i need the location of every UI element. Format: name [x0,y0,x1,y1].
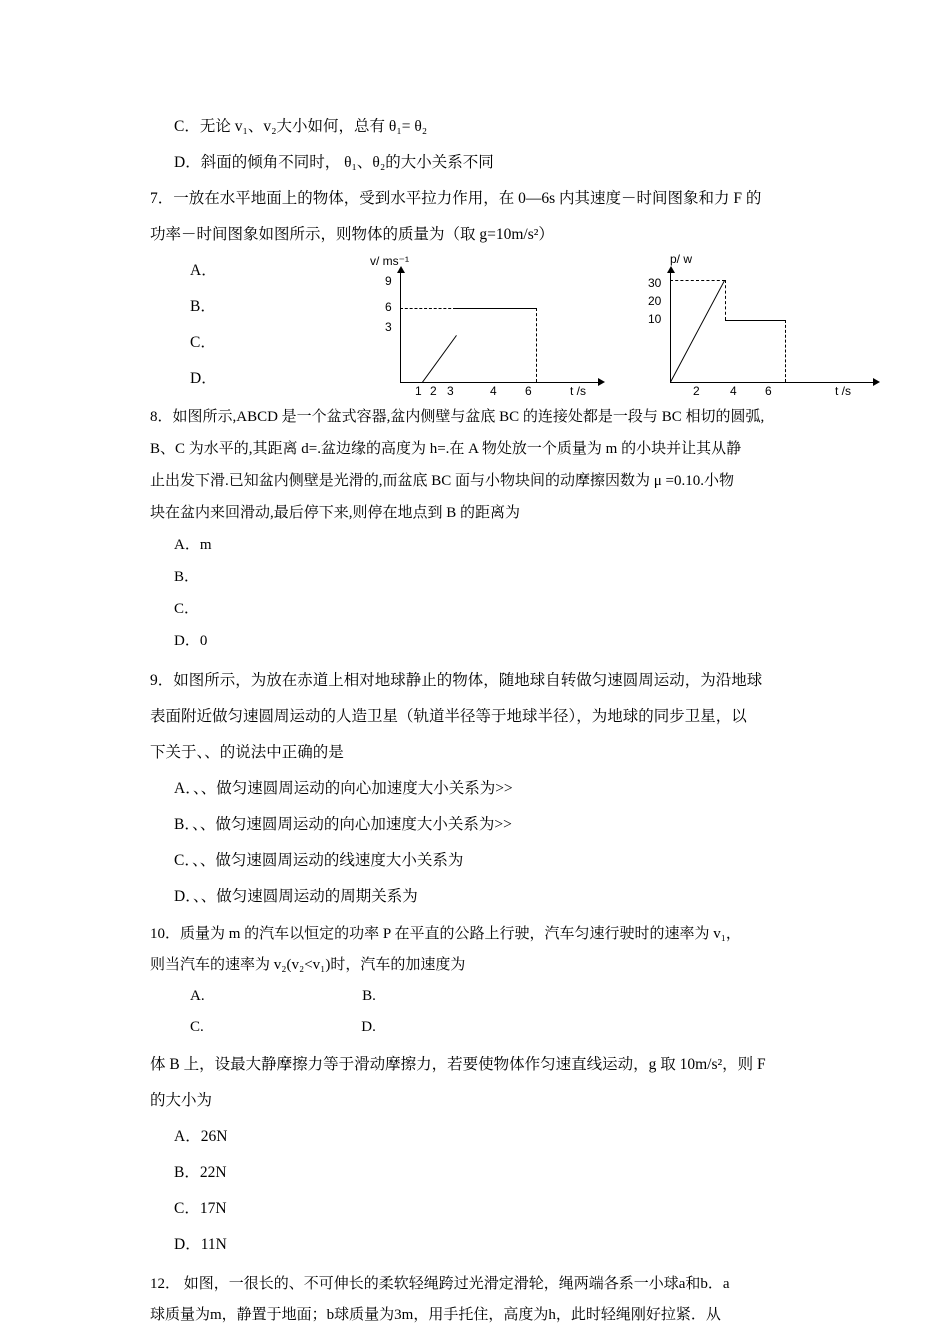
question-8-line-1: 8．如图所示,ABCD 是一个盆式容器,盆内侧壁与盆底 BC 的连接处都是一段与 BC 相切的圆弧, [150,409,765,425]
p-dash-vertical-end [785,320,786,382]
question-7-line-1: 7．一放在水平地面上的物体，受到水平拉力作用，在 0—6s 内其速度－时间图象和力 F 的 [150,190,762,207]
answer-option-8b: B． [174,569,200,585]
v-tick-6: 6 [385,300,392,314]
answer-option-11a: A．26N [174,1128,228,1145]
answer-option-7a: A． [190,262,217,279]
answer-option-9b: B．、、做匀速圆周运动的向心加速度大小关系为>> [174,816,512,833]
question-7-line-2: 功率－时间图象如图所示，则物体的质量为（取 g=10m/s²） [150,226,554,243]
answer-option-11b: B．22N [174,1164,227,1181]
p-t-tick-6: 6 [765,384,772,398]
p-tick-20: 20 [648,294,662,308]
t-tick-4: 4 [490,384,497,398]
question-10-line-2: 则当汽车的速率为 v₂(v₂<v₁)时，汽车的加速度为 [150,957,466,973]
t-tick-6: 6 [525,384,532,398]
answer-option-8a: A．m [174,537,212,553]
p-t-rise-segment [670,280,725,382]
v-t-rise-segment [422,335,457,383]
p-dash-vertical [725,280,726,320]
t-tick-3: 3 [447,384,454,398]
question-11-line-2: 的大小为 [150,1092,213,1109]
question-9-line-3: 下关于、、的说法中正确的是 [150,744,344,761]
answer-option-9c: C．、、做匀速圆周运动的线速度大小关系为 [174,852,464,869]
answer-option-11d: D．11N [174,1236,227,1253]
question-9-line-2: 表面附近做匀速圆周运动的人造卫星（轨道半径等于地球半径），为地球的同步卫星，以 [150,708,747,725]
p-axis-label: p/ w [670,252,693,266]
question-8-line-3: 止出发下滑.已知盆内侧壁是光滑的,而盆底 BC 面与小物块间的动摩擦因数为 μ =0.10.小物 [150,473,735,489]
v-tick-9: 9 [385,274,392,288]
p-tick-10: 10 [648,312,662,326]
p-dash-30 [670,280,725,281]
question-11-line-1: 体 B 上，设最大静摩擦力等于滑动摩擦力，若要使物体作匀速直线运动，g 取 10m/s²，则 F [150,1056,766,1073]
answer-options-10-row-1: A. B. [190,988,376,1004]
v-tick-3: 3 [385,320,392,334]
answer-option-7d: D． [190,370,217,387]
answer-options-10-row-2: C. D. [190,1019,376,1035]
t-axis-label-right: t /s [835,384,852,398]
p-t-tick-4: 4 [730,384,737,398]
question-8-line-2: B、C 为水平的,其距离 d=.盆边缘的高度为 h=.在 A 物处放一个质量为 m 的小块并让其从静 [150,441,742,457]
v-dash-6 [400,308,456,309]
question-12-line-1: 12． 如图，一很长的、不可伸长的柔软轻绳跨过光滑定滑轮，绳两端各系一小球a和b．a [150,1276,730,1292]
text-body [150,110,852,1330]
answer-option-9d: D．、、做匀速圆周运动的周期关系为 [174,888,418,905]
question-10-line-1: 10．质量为 m 的汽车以恒定的功率 P 在平直的公路上行驶，汽车匀速行驶时的速率为 v₁， [150,926,741,942]
v-dash-vertical-6 [536,308,537,382]
question-12-line-2: 球质量为m，静置于地面；b球质量为3m，用手托住，高度为h，此时轻绳刚好拉紧．从 [150,1307,721,1323]
t-axis-label-left: t /s [570,384,587,398]
answer-option-11c: C．17N [174,1200,227,1217]
power-time-chart [620,252,900,398]
p-t-plateau [725,320,785,321]
answer-option-9a: A．、、做匀速圆周运动的向心加速度大小关系为>> [174,780,513,797]
v-t-plateau [456,308,536,309]
answer-option-6c: C．无论 v₁、v₂大小如何，总有 θ₁= θ₂ [174,118,428,135]
p-t-tick-2: 2 [693,384,700,398]
t-tick-1: 1 [415,384,422,398]
answer-option-6d: D．斜面的倾角不同时， θ₁、θ₂的大小关系不同 [174,154,494,171]
answer-option-8d: D．0 [174,633,208,649]
p-tick-30: 30 [648,276,662,290]
v-axis-label: v/ ms⁻¹ [370,254,409,268]
velocity-time-chart [340,254,630,398]
answer-option-7c: C． [190,334,216,351]
question-9-line-1: 9．如图所示，为放在赤道上相对地球静止的物体，随地球自转做匀速圆周运动，为沿地球 [150,672,763,689]
answer-option-7b: B． [190,298,216,315]
t-tick-2: 2 [430,384,437,398]
question-8-line-4: 块在盆内来回滑动,最后停下来,则停在地点到 B 的距离为 [150,505,521,521]
answer-option-8c: C． [174,601,200,617]
